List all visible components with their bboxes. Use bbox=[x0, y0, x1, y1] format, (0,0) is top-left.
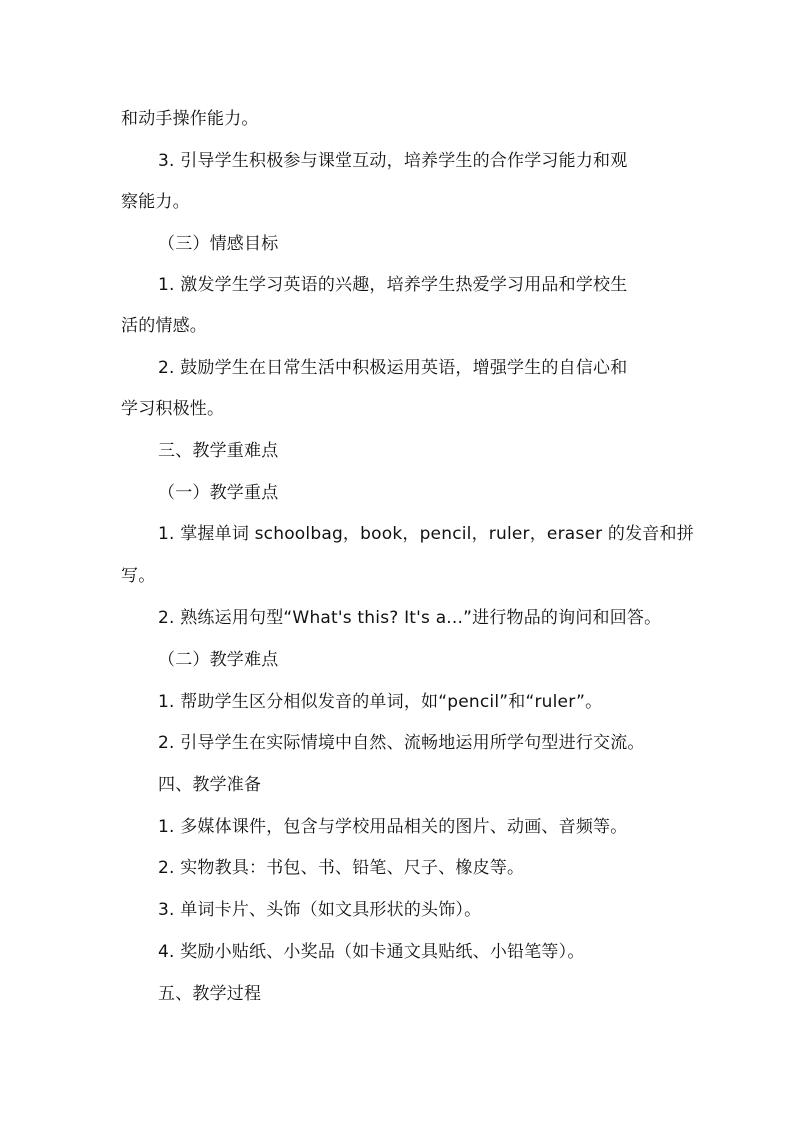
text-line: 写。 bbox=[121, 566, 156, 586]
text-line: 4. 奖励小贴纸、小奖品（如卡通文具贴纸、小铅笔等）。 bbox=[158, 942, 585, 962]
text-line: 学习积极性。 bbox=[121, 399, 225, 419]
text-line: 察能力。 bbox=[121, 192, 190, 212]
text-line: 1. 掌握单词 schoolbag，book，pencil，ruler，eraser 的发音和拼 bbox=[158, 524, 694, 544]
section-heading: （二）教学难点 bbox=[158, 650, 279, 670]
section-heading: 五、教学过程 bbox=[158, 984, 262, 1004]
text-line: 2. 引导学生在实际情境中自然、流畅地运用所学句型进行交流。 bbox=[158, 733, 645, 753]
section-heading: （三）情感目标 bbox=[158, 234, 279, 254]
text-line: 1. 激发学生学习英语的兴趣，培养学生热爱学习用品和学校生 bbox=[158, 275, 628, 295]
section-heading: 四、教学准备 bbox=[158, 775, 262, 795]
text-line: 2. 实物教具：书包、书、铅笔、尺子、橡皮等。 bbox=[158, 858, 525, 878]
section-heading: 三、教学重难点 bbox=[158, 441, 279, 461]
text-line: 3. 引导学生积极参与课堂互动，培养学生的合作学习能力和观 bbox=[158, 151, 628, 171]
text-line: 3. 单词卡片、头饰（如文具形状的头饰）。 bbox=[158, 900, 482, 920]
text-line: 活的情感。 bbox=[121, 316, 207, 336]
text-line: 1. 帮助学生区分相似发音的单词，如“pencil”和“ruler”。 bbox=[158, 692, 603, 712]
text-line: 2. 鼓励学生在日常生活中积极运用英语，增强学生的自信心和 bbox=[158, 358, 628, 378]
text-line: 1. 多媒体课件，包含与学校用品相关的图片、动画、音频等。 bbox=[158, 817, 628, 837]
text-line: 2. 熟练运用句型“What's this? It's a...”进行物品的询问和回答。 bbox=[158, 608, 662, 628]
section-heading: （一）教学重点 bbox=[158, 483, 279, 503]
text-line: 和动手操作能力。 bbox=[121, 109, 259, 129]
